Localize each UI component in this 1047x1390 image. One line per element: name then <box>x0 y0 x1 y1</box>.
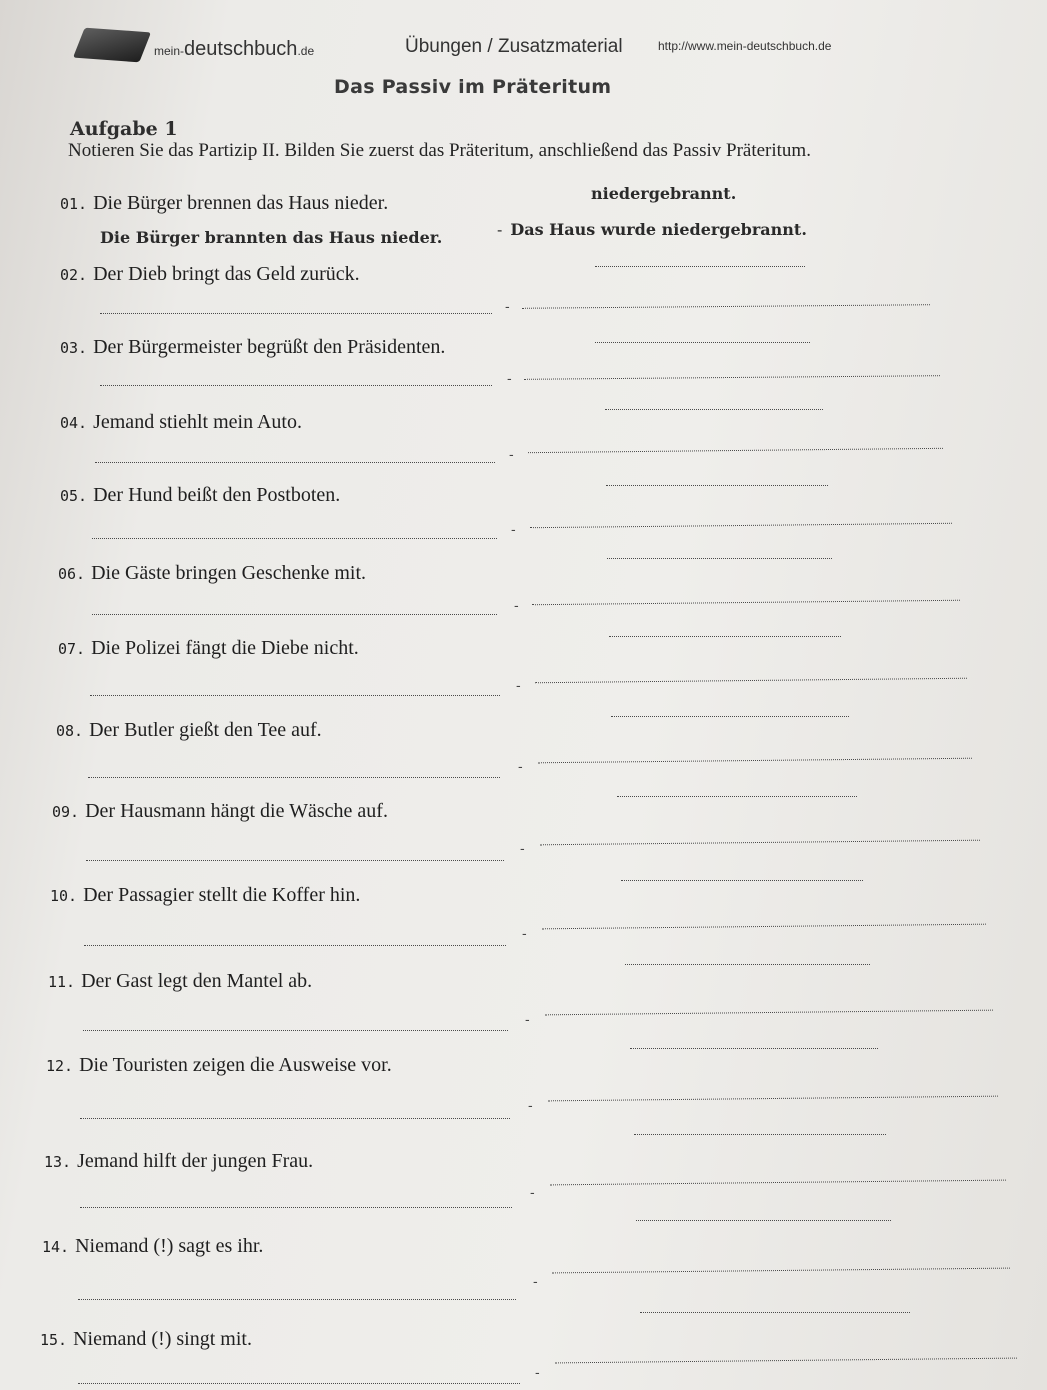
exercise-04 <box>60 411 302 434</box>
participle-answer-line[interactable] <box>621 880 863 881</box>
exercise-sentence: Der Gast legt den Mantel ab. <box>81 970 313 992</box>
exercise-number: 08. <box>56 722 84 740</box>
example-passive-row <box>497 220 807 240</box>
separator-dash: - <box>528 1097 533 1113</box>
exercise-sentence: Der Passagier stellt die Koffer hin. <box>83 884 361 906</box>
logo-main: deutschbuch <box>184 38 298 60</box>
exercise-number: 04. <box>60 414 88 432</box>
exercise-12 <box>46 1054 392 1077</box>
exercise-sentence: Jemand stiehlt mein Auto. <box>93 411 302 433</box>
exercise-sentence: Die Gäste bringen Geschenke mit. <box>91 562 367 584</box>
exercise-11 <box>48 970 312 993</box>
passive-answer-line[interactable] <box>530 523 952 528</box>
passive-answer-line[interactable] <box>542 924 986 930</box>
example-passive: Das Haus wurde niedergebrannt. <box>510 220 807 239</box>
participle-answer-line[interactable] <box>617 796 857 797</box>
preterite-answer-line[interactable] <box>88 777 500 778</box>
preterite-answer-line[interactable] <box>92 614 497 615</box>
site-url: http://www.mein-deutschbuch.de <box>658 39 832 53</box>
participle-answer-line[interactable] <box>634 1134 886 1135</box>
exercise-sentence: Der Butler gießt den Tee auf. <box>89 719 322 741</box>
preterite-answer-line[interactable] <box>78 1299 516 1300</box>
participle-answer-line[interactable] <box>607 558 832 559</box>
separator-dash: - <box>535 1364 540 1380</box>
passive-answer-line[interactable] <box>550 1180 1006 1186</box>
book-logo-icon <box>73 28 151 63</box>
separator-dash: - <box>511 521 516 537</box>
exercise-sentence: Der Hund beißt den Postboten. <box>93 484 341 506</box>
logo-prefix: mein- <box>154 44 185 58</box>
passive-answer-line[interactable] <box>524 375 940 380</box>
example-participle: niedergebrannt. <box>591 184 737 203</box>
page-title: Das Passiv im Präteritum <box>334 76 612 98</box>
passive-answer-line[interactable] <box>545 1010 993 1016</box>
preterite-answer-line[interactable] <box>100 313 492 314</box>
separator-dash: - <box>525 1011 530 1027</box>
separator-dash: - <box>505 298 510 314</box>
exercise-number: 09. <box>52 803 80 821</box>
exercise-number: 11. <box>48 973 76 991</box>
task-instruction: Notieren Sie das Partizip II. Bilden Sie zuerst das Präteritum, anschließend das Passiv Präteritum. <box>68 140 811 161</box>
exercise-sentence: Der Hausmann hängt die Wäsche auf. <box>85 800 388 822</box>
exercise-14 <box>42 1235 263 1258</box>
separator-dash: - <box>516 677 521 693</box>
preterite-answer-line[interactable] <box>86 860 504 861</box>
preterite-answer-line[interactable] <box>80 1207 512 1208</box>
participle-answer-line[interactable] <box>630 1048 878 1049</box>
participle-answer-line[interactable] <box>605 409 823 410</box>
exercise-01 <box>60 192 388 215</box>
preterite-answer-line[interactable] <box>100 385 492 386</box>
exercise-number: 06. <box>58 565 86 583</box>
exercise-08 <box>56 719 322 742</box>
exercise-sentence: Niemand (!) singt mit. <box>73 1328 252 1350</box>
exercise-sentence: Niemand (!) sagt es ihr. <box>75 1235 264 1257</box>
exercise-number: 14. <box>42 1238 70 1256</box>
exercise-09 <box>52 800 388 823</box>
exercise-number: 10. <box>50 887 78 905</box>
separator-dash: - <box>509 446 514 462</box>
passive-answer-line[interactable] <box>528 448 943 453</box>
participle-answer-line[interactable] <box>595 266 805 267</box>
exercise-13 <box>44 1150 313 1173</box>
participle-answer-line[interactable] <box>636 1220 891 1221</box>
exercise-number: 02. <box>60 266 88 284</box>
exercise-02 <box>60 263 360 286</box>
example-dash: - <box>497 222 503 239</box>
exercise-number: 15. <box>40 1331 68 1349</box>
exercise-number: 03. <box>60 339 88 357</box>
participle-answer-line[interactable] <box>595 342 810 343</box>
passive-answer-line[interactable] <box>555 1358 1017 1364</box>
exercise-sentence: Die Touristen zeigen die Ausweise vor. <box>79 1054 392 1076</box>
passive-answer-line[interactable] <box>540 840 980 846</box>
section-label: Übungen / Zusatzmaterial <box>405 36 623 57</box>
separator-dash: - <box>520 840 525 856</box>
exercise-sentence: Der Bürgermeister begrüßt den Präsidenten. <box>93 336 446 358</box>
preterite-answer-line[interactable] <box>80 1118 510 1119</box>
passive-answer-line[interactable] <box>522 304 930 309</box>
participle-answer-line[interactable] <box>640 1312 910 1313</box>
separator-dash: - <box>533 1273 538 1289</box>
exercise-10 <box>50 884 360 907</box>
preterite-answer-line[interactable] <box>84 945 506 946</box>
exercise-05 <box>60 484 340 507</box>
exercise-number: 13. <box>44 1153 72 1171</box>
exercise-sentence: Die Polizei fängt die Diebe nicht. <box>91 637 359 659</box>
exercise-sentence: Der Dieb bringt das Geld zurück. <box>93 263 360 285</box>
exercise-number: 12. <box>46 1057 74 1075</box>
exercise-number: 05. <box>60 487 88 505</box>
separator-dash: - <box>507 370 512 386</box>
separator-dash: - <box>530 1184 535 1200</box>
separator-dash: - <box>514 597 519 613</box>
exercise-number: 07. <box>58 640 86 658</box>
example-preterite: Die Bürger brannten das Haus nieder. <box>100 228 443 247</box>
participle-answer-line[interactable] <box>606 485 828 486</box>
exercise-number: 01. <box>60 195 88 213</box>
participle-answer-line[interactable] <box>611 716 849 717</box>
separator-dash: - <box>522 925 527 941</box>
passive-answer-line[interactable] <box>532 600 960 605</box>
passive-answer-line[interactable] <box>552 1268 1010 1274</box>
separator-dash: - <box>518 758 523 774</box>
task-heading: Aufgabe 1 <box>70 118 178 140</box>
exercise-sentence: Jemand hilft der jungen Frau. <box>77 1150 314 1172</box>
exercise-06 <box>58 562 366 585</box>
preterite-answer-line[interactable] <box>78 1383 520 1384</box>
page-header <box>70 28 970 68</box>
exercise-07 <box>58 637 359 660</box>
site-logo-text <box>154 38 314 61</box>
passive-answer-line[interactable] <box>538 758 972 764</box>
participle-answer-line[interactable] <box>625 964 870 965</box>
preterite-answer-line[interactable] <box>90 695 500 696</box>
exercise-03 <box>60 336 445 359</box>
preterite-answer-line[interactable] <box>95 462 495 463</box>
exercise-sentence: Die Bürger brennen das Haus nieder. <box>93 192 389 214</box>
passive-answer-line[interactable] <box>548 1096 998 1102</box>
preterite-answer-line[interactable] <box>83 1030 508 1031</box>
preterite-answer-line[interactable] <box>92 538 497 539</box>
exercise-15 <box>40 1328 252 1351</box>
passive-answer-line[interactable] <box>535 678 967 684</box>
participle-answer-line[interactable] <box>609 636 841 637</box>
logo-tld: .de <box>297 44 315 58</box>
